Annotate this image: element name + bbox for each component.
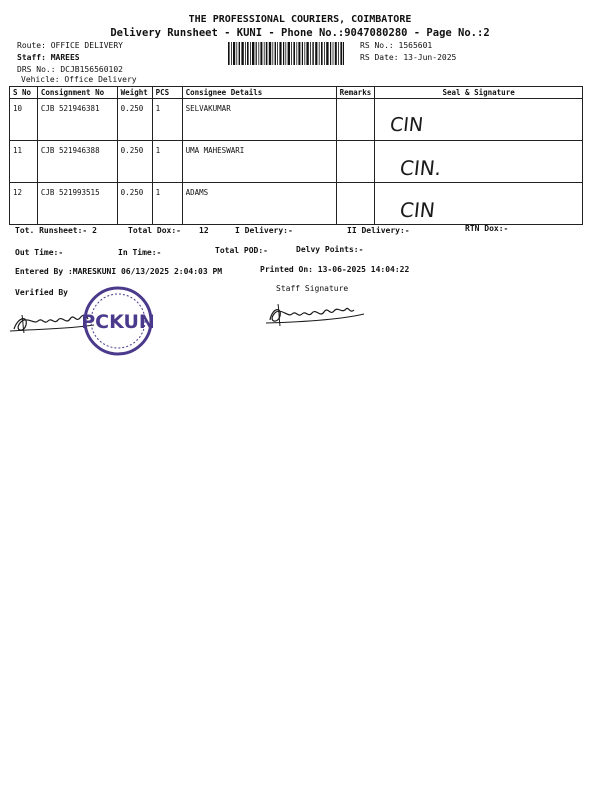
cell-pcs: 1 [152,141,182,183]
table-row [10,99,583,141]
table-row [10,141,583,183]
out-time: Out Time:- [15,248,64,257]
verified-by-label: Verified By [15,288,68,297]
runsheet-title: Delivery Runsheet - KUNI - Phone No.:9047080280 - Page No.:2 [110,27,490,39]
header-pcs: PCS [152,87,182,99]
cell-pcs: 1 [152,183,182,225]
drs-number: DRS No.: DCJB156560102 [17,65,123,74]
cell-consignee: SELVAKUMAR [182,99,336,141]
cell-signature [375,141,583,183]
cell-sno: 12 [10,183,38,225]
tot-runsheet: Tot. Runsheet:- 2 [15,226,97,235]
cell-signature [375,99,583,141]
cell-consignee: ADAMS [182,183,336,225]
entered-by: Entered By :MARESKUNI 06/13/2025 2:04:03 PM [15,267,223,276]
route-label: Route: OFFICE DELIVERY [17,41,123,50]
rs-number: RS No.: 1565601 [360,41,433,50]
barcode-image [228,42,344,65]
total-pod: Total POD:- [215,246,268,255]
cell-pcs: 1 [152,99,182,141]
rtn-dox: RTN Dox:- [465,224,509,233]
cell-sno: 10 [10,99,38,141]
verified-signature-with-stamp [8,285,168,360]
in-time: In Time:- [118,248,162,257]
header-remarks: Remarks [336,87,375,99]
stamp-seal [81,288,155,354]
cell-weight: 0.250 [117,99,152,141]
cell-remarks [336,141,375,183]
rs-date: RS Date: 13-Jun-2025 [360,53,457,62]
cell-weight: 0.250 [117,141,152,183]
header-seal-signature: Seal & Signature [375,87,583,99]
header-sno: S No [10,87,38,99]
delvy-points: Delvy Points:- [296,245,364,254]
cell-remarks [336,183,375,225]
vehicle-label: Vehicle: Office Delivery [21,75,137,84]
handwritten-signature: CIN. [398,156,443,180]
total-dox-label: Total Dox:- [128,226,181,235]
company-title: THE PROFESSIONAL COURIERS, COIMBATORE [188,14,412,25]
header-weight: Weight [117,87,152,99]
stamp-text: PCKUN [81,311,155,333]
staff-label: Staff: MAREES [17,53,80,62]
staff-signature-image [262,296,372,332]
cell-signature [375,183,583,225]
printed-on: Printed On: 13-06-2025 14:04:22 [260,265,410,274]
handwritten-signature: CIN [389,114,425,136]
ii-delivery: II Delivery:- [347,226,410,235]
header-consignment: Consignment No [37,87,117,99]
i-delivery: I Delivery:- [235,226,293,235]
cell-consignment: CJB 521993515 [37,183,117,225]
staff-signature-label: Staff Signature [276,284,349,293]
cell-weight: 0.250 [117,183,152,225]
cell-consignment: CJB 521946381 [37,99,117,141]
runsheet-table [9,86,583,225]
cell-consignment: CJB 521946388 [37,141,117,183]
cell-sno: 11 [10,141,38,183]
header-consignee: Consignee Details [182,87,336,99]
cell-remarks [336,99,375,141]
table-header-row [10,87,583,99]
cell-consignee: UMA MAHESWARI [182,141,336,183]
total-dox-value: 12 [199,226,209,235]
table-row [10,183,583,225]
handwritten-signature: CIN [398,198,437,222]
